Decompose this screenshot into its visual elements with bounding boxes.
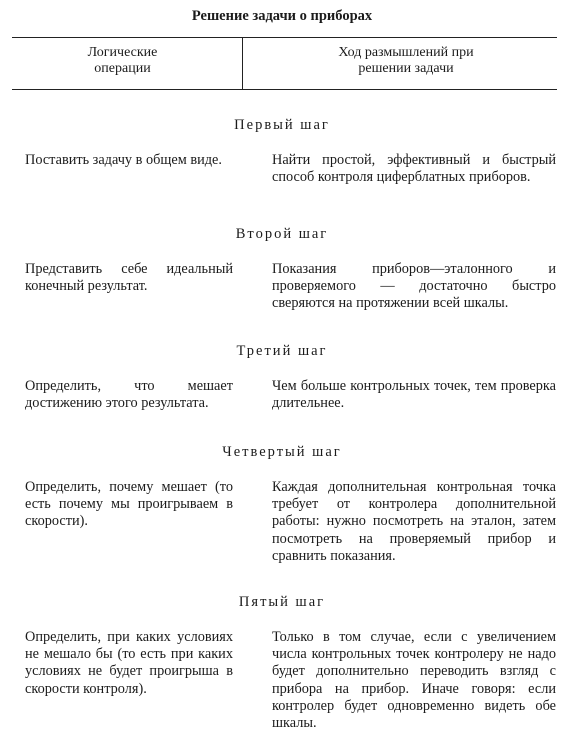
step-1-operation: Поставить задачу в общем виде. xyxy=(25,152,222,168)
header-right-line-2: решении задачи xyxy=(358,61,454,76)
header-right-line-1: Ход размышлений при xyxy=(338,45,474,60)
header-left xyxy=(40,45,205,77)
step-2-reasoning: Показания приборов—эталонного и проверяемого — достаточно быстро сверяются на протяжении всей шкалы. xyxy=(272,261,556,312)
step-2-operation: Представить себе идеальный конечный результат. xyxy=(25,261,233,295)
step-heading-1: Первый шаг xyxy=(234,117,330,133)
step-4-reasoning: Каждая дополнительная контрольная точка требует от контролера дополнительной работы: нужно посмотреть на эталон, затем посмотреть на проверяемый прибор и сравнить показания. xyxy=(272,479,556,564)
step-heading-5: Пятый шаг xyxy=(238,594,326,610)
step-4-operation: Определить, почему мешает (то есть почему мы проигрываем в скорости). xyxy=(25,479,233,530)
header-right xyxy=(266,45,546,77)
step-heading-3: Третий шаг xyxy=(236,343,328,359)
header-left-line-2: операции xyxy=(94,61,151,76)
step-5-reasoning: Только в том случае, если с увеличением числа контрольных точек контролеру не надо будет дополнительно переводить взгляд с прибора на прибор. Иначе говоря: если контролер будет одновременно видеть обе шкалы. xyxy=(272,629,556,732)
step-3-reasoning: Чем больше контрольных точек, тем проверка длительнее. xyxy=(272,378,556,412)
step-heading-2: Второй шаг xyxy=(235,226,329,242)
page-title: Решение задачи о приборах xyxy=(191,8,373,24)
step-3-operation: Определить, что мешает достижению этого результата. xyxy=(25,378,233,412)
step-1-reasoning: Найти простой, эффективный и быстрый способ контроля циферблатных приборов. xyxy=(272,152,556,186)
header-top-rule xyxy=(12,37,557,38)
header-column-divider xyxy=(242,38,243,89)
step-heading-4: Четвертый шаг xyxy=(222,444,342,460)
header-bottom-rule xyxy=(12,89,557,90)
header-left-line-1: Логические xyxy=(87,45,158,60)
step-5-operation: Определить, при каких условиях не мешало бы (то есть при каких условиях не будет проигрыша в скорости контроля). xyxy=(25,629,233,697)
